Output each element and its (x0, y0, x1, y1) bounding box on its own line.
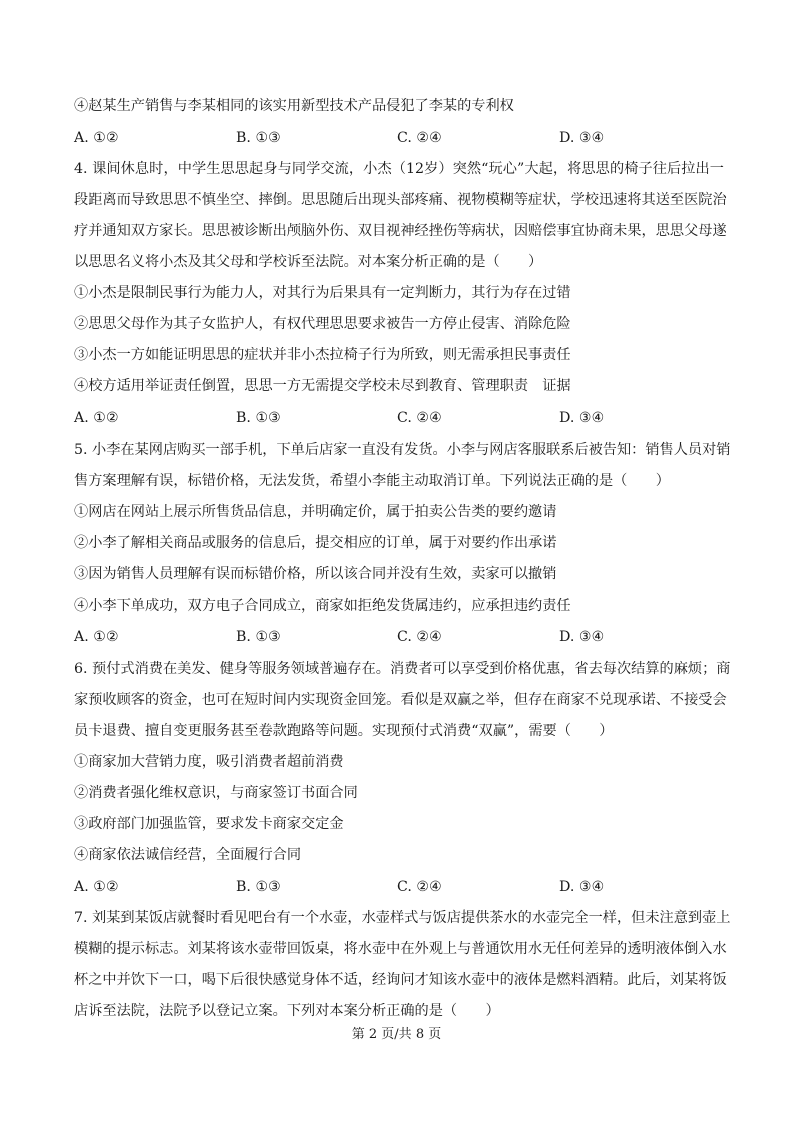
q4-option-c: C. ②④ (397, 410, 442, 426)
q5-option-a: A. ①② (74, 629, 119, 645)
q5-options (74, 627, 724, 647)
q4-stem-line-2: 段距离而导致思思不慎坐空、摔倒。思思随后出现头部疼痛、视物模糊等症状，学校迅速将其送至医院治 (74, 192, 727, 208)
q3-option-d: D. ③④ (559, 130, 605, 146)
q7-stem-line-2: 模糊的提示标志。刘某将该水壶带回饭桌，将水壶中在外观上与普通饮用水无任何差异的透明液体倒入水 (74, 941, 727, 957)
q4-option-b: B. ①③ (236, 410, 281, 426)
q4-option-d: D. ③④ (559, 410, 605, 426)
q3-option-a: A. ①② (74, 130, 119, 146)
q6-stem-line-3: 员卡退费、擅自变更服务甚至卷款跑路等问题。实现预付式消费“双赢”，需要（ ） (74, 723, 614, 739)
q4-stem-line-4: 以思思名义将小杰及其父母和学校诉至法院。对本案分析正确的是（ ） (74, 254, 543, 270)
q3-item-4: ④赵某生产销售与李某相同的该实用新型技术产品侵犯了李某的专利权 (74, 98, 514, 114)
page-footer: 第 2 页/共 8 页 (351, 1027, 442, 1042)
q4-item-3: ③小杰一方如能证明思思的症状并非小杰拉椅子行为所致，则无需承担民事责任 (74, 347, 571, 363)
q5-option-b: B. ①③ (236, 629, 281, 645)
q6-option-b: B. ①③ (236, 879, 281, 895)
q6-option-c: C. ②④ (397, 879, 442, 895)
q4-option-a: A. ①② (74, 410, 119, 426)
q4-item-4: ④校方适用举证责任倒置，思思一方无需提交学校未尽到教育、管理职责 证据 (74, 378, 571, 394)
q4-item-2: ②思思父母作为其子女监护人，有权代理思思要求被告一方停止侵害、消除危险 (74, 316, 571, 332)
q5-item-2: ②小李了解相关商品或服务的信息后，提交相应的订单，属于对要约作出承诺 (74, 535, 557, 551)
q5-item-4: ④小李下单成功，双方电子合同成立，商家如拒绝发货属违约，应承担违约责任 (74, 598, 571, 614)
q6-stem-line-2: 家预收顾客的资金，也可在短时间内实现资金回笼。看似是双赢之举，但存在商家不兑现承诺、不接受会 (74, 692, 727, 708)
q6-item-1: ①商家加大营销力度，吸引消费者超前消费 (74, 754, 344, 770)
q6-stem-line-1: 6. 预付式消费在美发、健身等服务领域普遍存在。消费者可以享受到价格优惠，省去每次结算的麻烦；商 (74, 661, 731, 677)
q4-options (74, 408, 724, 428)
q5-option-c: C. ②④ (397, 629, 442, 645)
q6-item-3: ③政府部门加强监管，要求发卡商家交定金 (74, 816, 344, 832)
q7-stem-line-4: 店诉至法院，法院予以登记立案。下列对本案分析正确的是（ ） (74, 1003, 500, 1019)
q5-item-3: ③因为销售人员理解有误而标错价格，所以该合同并没有生效，卖家可以撤销 (74, 566, 557, 582)
q4-stem-line-1: 4. 课间休息时，中学生思思起身与同学交流，小杰（12岁）突然“玩心”大起，将思思的椅子往后拉出一 (74, 161, 724, 177)
q5-stem-line-1: 5. 小李在某网店购买一部手机，下单后店家一直没有发货。小李与网店客服联系后被告知：销售人员对销 (74, 442, 731, 458)
q5-item-1: ①网店在网站上展示所售货品信息，并明确定价，属于拍卖公告类的要约邀请 (74, 504, 557, 520)
q6-options (74, 877, 724, 897)
q3-options (74, 128, 724, 148)
q5-stem-line-2: 售方案理解有误，标错价格，无法发货，希望小李能主动取消订单。下列说法正确的是（ ） (74, 473, 670, 489)
q7-stem-line-3: 杯之中并饮下一口，喝下后很快感觉身体不适，经询问才知该水壶中的液体是燃料酒精。此后，刘某将饭 (74, 972, 727, 988)
q6-option-a: A. ①② (74, 879, 119, 895)
q4-item-1: ①小杰是限制民事行为能力人，对其行为后果具有一定判断力，其行为存在过错 (74, 285, 571, 301)
q4-stem-line-3: 疗并通知双方家长。思思被诊断出颅脑外伤、双目视神经挫伤等病状，因赔偿事宜协商未果，思思父母遂 (74, 223, 727, 239)
q6-item-2: ②消费者强化维权意识，与商家签订书面合同 (74, 785, 358, 801)
q5-option-d: D. ③④ (559, 629, 605, 645)
q6-item-4: ④商家依法诚信经营，全面履行合同 (74, 847, 302, 863)
q3-option-c: C. ②④ (397, 130, 442, 146)
q7-stem-line-1: 7. 刘某到某饭店就餐时看见吧台有一个水壶，水壶样式与饭店提供茶水的水壶完全一样，但未注意到壶上 (74, 910, 731, 926)
q3-option-b: B. ①③ (236, 130, 281, 146)
q6-option-d: D. ③④ (559, 879, 605, 895)
